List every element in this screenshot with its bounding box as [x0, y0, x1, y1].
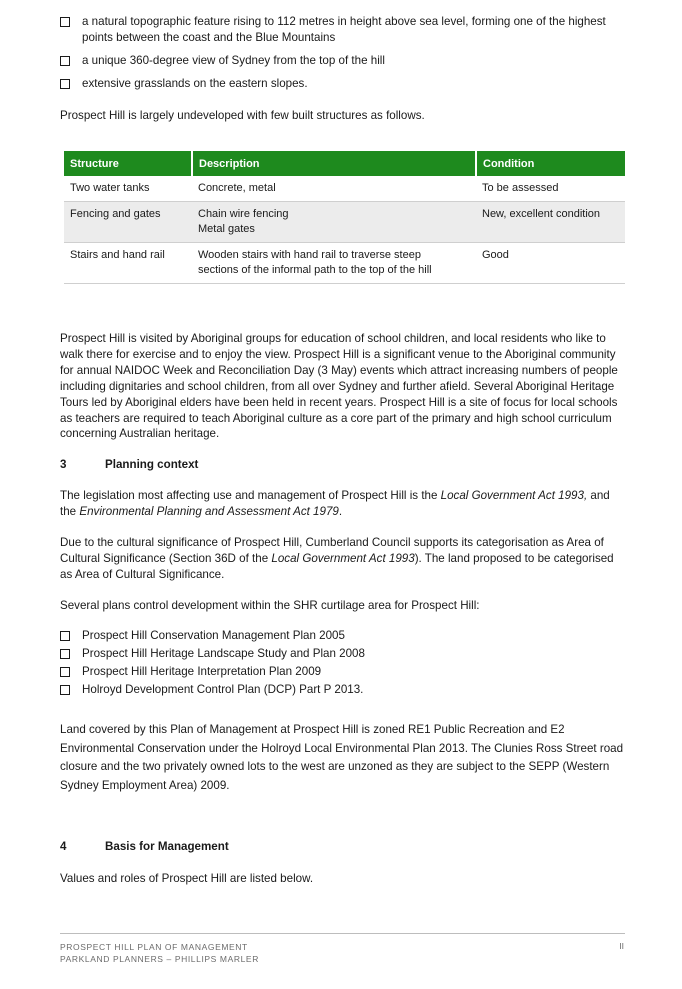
column-header-structure: Structure [64, 151, 192, 176]
cell-description [192, 243, 476, 284]
bullet-text: Holroyd Development Control Plan (DCP) Part P 2013. [82, 683, 364, 696]
list-item [60, 76, 630, 92]
checkbox-bullet-icon [60, 56, 70, 66]
visitors-paragraph: Prospect Hill is visited by Aboriginal groups for education of school children, and local residents who like to walk there for exercise and to enjoy the view. Prospect Hill is a significant venue to the Aboriginal community for annual NAIDOC Week and Reconciliation Day (3 May) events which attract increasing numbers of people including dignitaries and school children, from all over Sydney and further afield. Several Aboriginal Heritage Tours led by Aboriginal elders have been held in recent years. Prospect Hill is a site of focus for local schools as teachers are required to teach Aboriginal culture as a core part of the primary and high school curriculum concerning Australian heritage. [60, 332, 618, 441]
checkbox-bullet-icon [60, 17, 70, 27]
checkbox-bullet-icon [60, 649, 70, 659]
checkbox-bullet-icon [60, 631, 70, 641]
description-line: Concrete, metal [198, 182, 276, 194]
checkbox-bullet-icon [60, 667, 70, 677]
list-item [60, 664, 630, 680]
text-run: and the [60, 489, 610, 518]
checkbox-bullet-icon [60, 79, 70, 89]
cultural-significance-paragraph [60, 535, 625, 583]
list-item [60, 682, 630, 698]
bullet-text: a unique 360-degree view of Sydney from the top of the hill [82, 54, 385, 67]
bullet-text: extensive grasslands on the eastern slopes. [82, 77, 308, 90]
checkbox-bullet-icon [60, 685, 70, 695]
plans-bullet-list [60, 628, 630, 698]
act-name: Local Government Act 1993 [271, 551, 415, 565]
legislation-paragraph [60, 488, 625, 520]
section-number: 4 [60, 840, 67, 853]
cell-condition: Good [476, 243, 625, 284]
cell-description [192, 202, 476, 243]
section-number: 3 [60, 458, 67, 471]
act-name: Environmental Planning and Assessment Act 1979 [79, 504, 339, 518]
cell-condition: New, excellent condition [476, 202, 625, 243]
cell-structure: Fencing and gates [64, 202, 192, 243]
plans-intro-paragraph: Several plans control development within the SHR curtilage area for Prospect Hill: [60, 599, 480, 612]
description-line: Chain wire fencing [198, 208, 289, 220]
list-item [60, 14, 630, 46]
structures-table [64, 151, 625, 284]
text-run: . [338, 504, 343, 518]
section-title: Planning context [105, 458, 199, 471]
feature-bullet-list [60, 14, 630, 92]
list-item [60, 628, 630, 644]
bullet-text: Prospect Hill Conservation Management Plan 2005 [82, 629, 345, 642]
footer-authors: PARKLAND PLANNERS – PHILLIPS MARLER [60, 954, 259, 964]
description-line: Metal gates [198, 223, 255, 235]
table-row [64, 176, 625, 202]
footer-document-title: PROSPECT HILL PLAN OF MANAGEMENT [60, 942, 248, 952]
basis-paragraph: Values and roles of Prospect Hill are listed below. [60, 872, 314, 885]
cell-structure: Stairs and hand rail [64, 243, 192, 284]
section-3-heading [60, 458, 198, 471]
text-run: The legislation most affecting use and management of Prospect Hill is the [60, 489, 441, 502]
description-line: sections of the informal path to the top of the hill [198, 264, 432, 276]
page-footer [60, 941, 259, 965]
section-title: Basis for Management [105, 840, 229, 853]
cell-structure: Two water tanks [64, 176, 192, 202]
list-item [60, 646, 630, 662]
column-header-description: Description [192, 151, 476, 176]
table-row [64, 243, 625, 284]
bullet-text: Prospect Hill Heritage Landscape Study and Plan 2008 [82, 647, 365, 660]
intro-paragraph: Prospect Hill is largely undeveloped with few built structures as follows. [60, 109, 425, 122]
cell-description [192, 176, 476, 202]
bullet-text: Prospect Hill Heritage Interpretation Plan 2009 [82, 665, 322, 678]
footer-divider [60, 933, 625, 934]
zoning-paragraph: Land covered by this Plan of Management at Prospect Hill is zoned RE1 Public Recreation and E2 Environmental Conservation under the Holroyd Local Environmental Plan 2013. The Clunies Ross Street road closure and the two privately owned lots to the west are unzoned as they are subject to the SEPP (Western Sydney Employment Area) 2009. [60, 723, 624, 792]
description-line: Wooden stairs with hand rail to traverse steep [198, 249, 421, 261]
table-row [64, 202, 625, 243]
text-run: Due to the cultural significance of Prospect Hill, Cumberland Council supports its categorisation as Area of Cultural Significance (Section 36D of the [60, 536, 604, 565]
act-name: Local Government Act 1993, [440, 489, 588, 502]
bullet-text: a natural topographic feature rising to 112 metres in height above sea level, forming one of the highest points between the coast and the Blue Mountains [82, 15, 606, 44]
list-item [60, 53, 630, 69]
text-run: ). The land proposed to be categorised as Area of Cultural Significance. [60, 551, 614, 581]
table-header-row [64, 151, 625, 176]
cell-condition: To be assessed [476, 176, 625, 202]
section-4-heading [60, 840, 229, 853]
page-number: II [619, 941, 624, 951]
column-header-condition: Condition [476, 151, 625, 176]
